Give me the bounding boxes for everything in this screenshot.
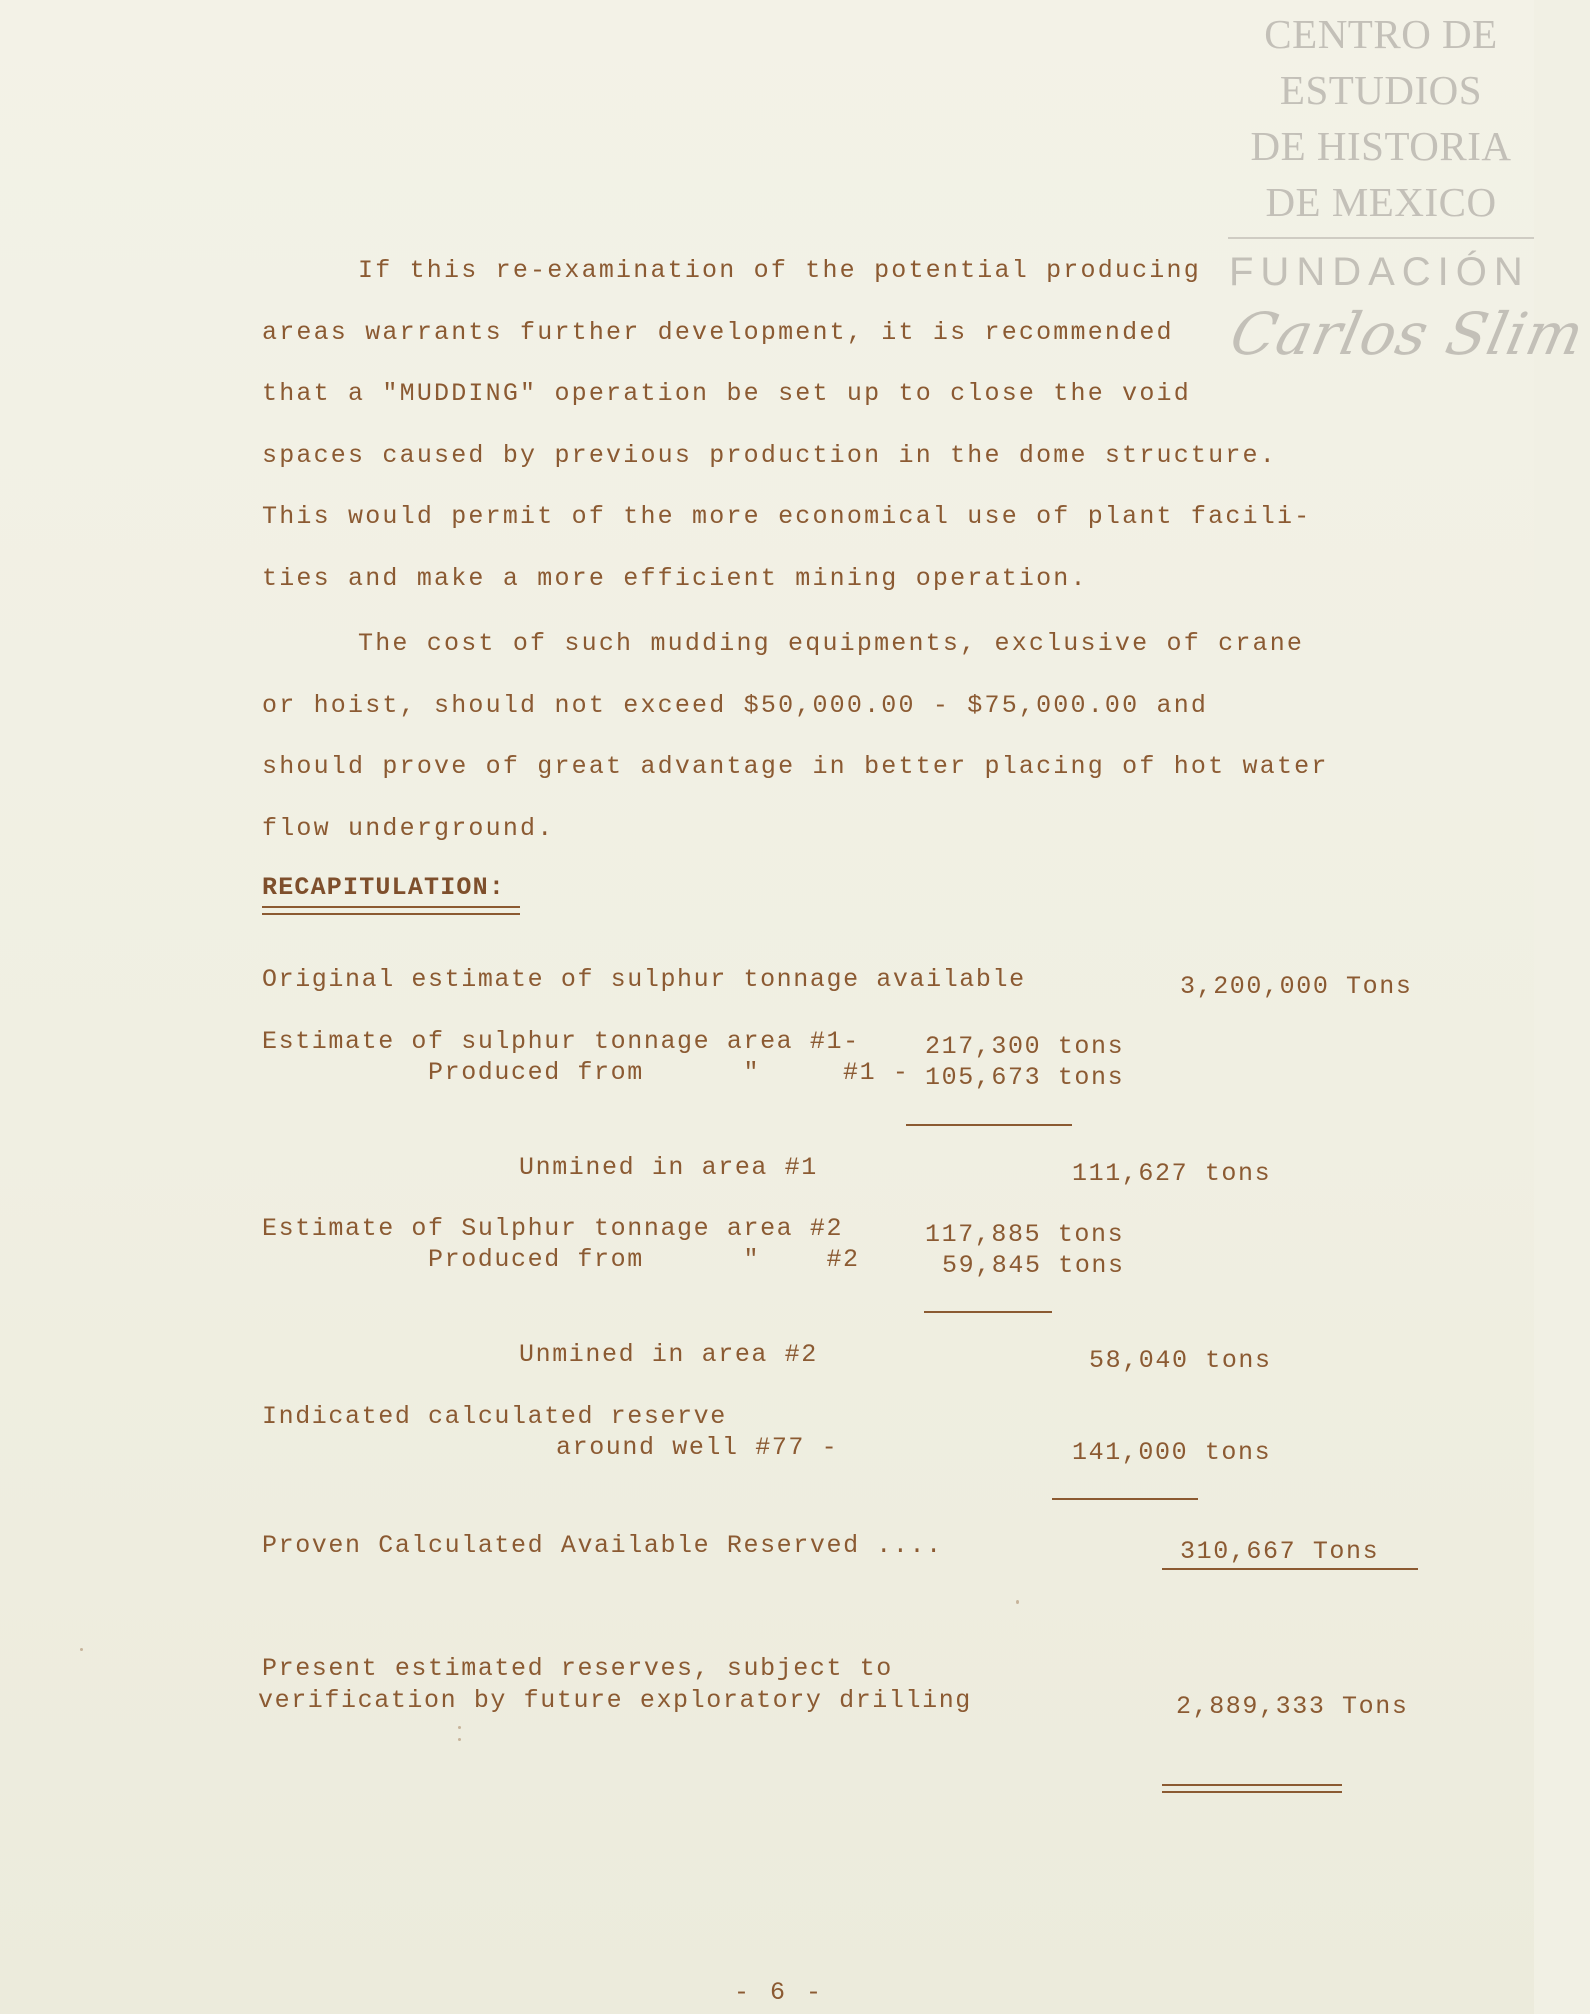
well77-label-line1: Indicated calculated reserve [262,1402,727,1431]
paragraph-line: If this re-examination of the potential producing [358,256,1201,285]
paragraph-mudding-recommendation [262,240,1392,609]
well77-label-line2: around well #77 - [556,1433,839,1462]
present-reserves-label-line2: verification by future exploratory drilling [258,1686,972,1715]
paper-speck [458,1738,461,1741]
paragraph-line: areas warrants further development, it is recommended [262,317,1174,347]
paragraph-line: ties and make a more efficient mining operation. [262,563,1088,593]
area1-produced-label: Produced from " #1 - [428,1058,910,1087]
proven-reserve-value: 310,667 Tons [1180,1537,1380,1566]
area1-unmined-value: 111,627 tons [1072,1159,1272,1188]
original-estimate-value: 3,200,000 Tons [1180,972,1413,1001]
paper-speck [1016,1600,1019,1604]
area1-estimate-label: Estimate of sulphur tonnage area #1- [262,1027,860,1056]
subtotal-rule [906,1124,1072,1126]
watermark-line-3: DE HISTORIA [1250,123,1512,169]
paper-speck [458,1726,461,1729]
subtotal-rule [1052,1498,1198,1500]
area2-unmined-value: 58,040 tons [1089,1346,1272,1375]
watermark-line-2: ESTUDIOS [1279,67,1483,113]
page-number: - 6 - [734,1978,825,2007]
heading-underline [262,913,520,915]
area2-estimate-label: Estimate of Sulphur tonnage area #2 [262,1214,844,1243]
paragraph-line: or hoist, should not exceed $50,000.00 - $75,000.00 and [262,690,1209,720]
watermark-line-4: DE MEXICO [1265,179,1497,225]
paragraph-line: flow underground. [262,813,555,843]
area2-produced-label: Produced from " #2 [428,1245,860,1274]
recapitulation-heading: RECAPITULATION: [262,873,506,902]
well77-value: 141,000 tons [1072,1438,1272,1467]
area1-estimate-value: 217,300 tons [925,1032,1125,1061]
area1-unmined-label: Unmined in area #1 [519,1153,818,1182]
paper-speck [80,1648,83,1651]
heading-underline [262,906,520,908]
original-estimate-label: Original estimate of sulphur tonnage available [262,965,1026,994]
paragraph-line: This would permit of the more economical use of plant facili- [262,502,1312,531]
watermark-line-1: CENTRO DE [1264,11,1498,57]
proven-reserve-label: Proven Calculated Available Reserved .... [262,1531,943,1560]
paragraph-line: should prove of great advantage in better placing of hot water [262,752,1329,781]
paragraph-line: spaces caused by previous production in the dome structure. [262,440,1277,470]
area2-produced-value: 59,845 tons [942,1251,1125,1280]
paragraph-mudding-cost [262,613,1392,859]
double-underline [1162,1784,1342,1786]
present-reserves-value: 2,889,333 Tons [1176,1692,1409,1721]
watermark-fundacion: FUNDACIÓN [1229,250,1530,294]
watermark-centro-block [1228,6,1534,230]
paragraph-line: that a "MUDDING" operation be set up to close the void [262,379,1191,408]
total-underline [1162,1568,1418,1570]
watermark-divider [1228,237,1534,239]
watermark-signature: Carlos Slim [1224,300,1590,368]
present-reserves-label-line1: Present estimated reserves, subject to [262,1654,893,1683]
area1-produced-value: 105,673 tons [925,1063,1125,1092]
area2-unmined-label: Unmined in area #2 [519,1340,818,1369]
area2-estimate-value: 117,885 tons [925,1220,1125,1249]
subtotal-rule [924,1311,1052,1313]
double-underline [1162,1791,1342,1793]
archive-watermark [1228,6,1534,230]
paragraph-line: The cost of such mudding equipments, exclusive of crane [358,629,1305,658]
